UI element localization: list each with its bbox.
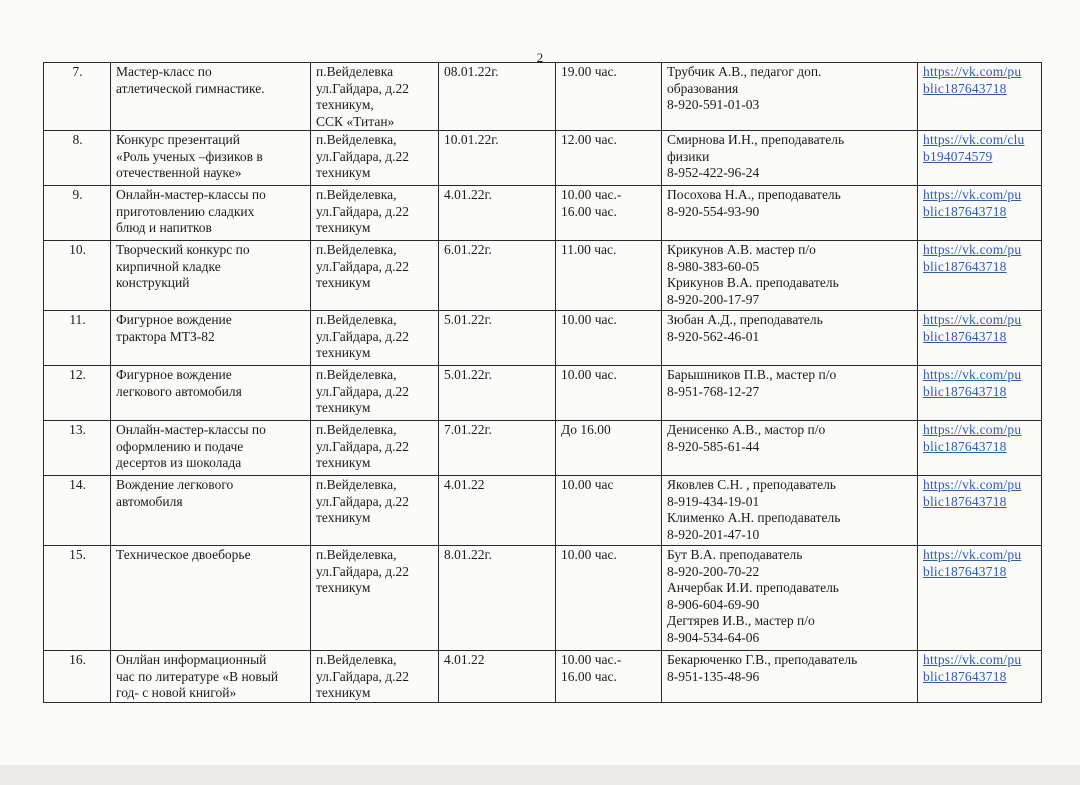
- date-cell: 4.01.22: [439, 651, 556, 703]
- date-cell: 8.01.22г.: [439, 546, 556, 651]
- row-number-cell: 10.: [44, 241, 111, 311]
- venue-cell-line: ул.Гайдара, д.22: [316, 438, 410, 454]
- event-name-cell-line: десертов из шоколада: [116, 455, 242, 470]
- responsible-cell: [662, 476, 918, 546]
- responsible-cell-line: Посохова Н.А., преподаватель: [667, 187, 841, 202]
- time-cell-line: 10.00 час.: [561, 312, 617, 327]
- vk-link-line[interactable]: blic187643718: [923, 493, 1007, 509]
- time-cell: [556, 131, 662, 186]
- date-cell: 7.01.22г.: [439, 421, 556, 476]
- responsible-cell-line: 8-906-604-69-90: [667, 596, 760, 612]
- venue-cell-line: техникум: [316, 685, 371, 700]
- venue-cell: [311, 241, 439, 311]
- event-name-cell-line: атлетической гимнастике.: [116, 80, 265, 96]
- table-row: [44, 476, 1042, 546]
- event-name-cell-line: Онлйан информационный: [116, 652, 267, 667]
- vk-link-line[interactable]: blic187643718: [923, 258, 1007, 274]
- responsible-cell-line: Бут В.А. преподаватель: [667, 547, 803, 562]
- venue-cell-line: п.Вейделевка,: [316, 477, 397, 492]
- venue-cell-line: техникум: [316, 165, 371, 180]
- time-cell: [556, 366, 662, 421]
- venue-cell-line: ул.Гайдара, д.22: [316, 203, 410, 219]
- venue-cell: [311, 63, 439, 131]
- responsible-cell-line: Барышников П.В., мастер п/о: [667, 367, 837, 382]
- responsible-cell-line: Трубчик А.В., педагог доп.: [667, 64, 822, 79]
- time-cell: [556, 476, 662, 546]
- row-number-cell: 8.: [44, 131, 111, 186]
- venue-cell-line: п.Вейделевка,: [316, 187, 397, 202]
- venue-cell-line: ул.Гайдара, д.22: [316, 328, 410, 344]
- vk-link-line[interactable]: https://vk.com/pu: [923, 64, 1022, 79]
- venue-cell: [311, 651, 439, 703]
- responsible-cell-line: Дегтярев И.В., мастер п/о: [667, 613, 815, 628]
- row-number-cell: 16.: [44, 651, 111, 703]
- venue-cell-line: п.Вейделевка,: [316, 242, 397, 257]
- time-cell-line: 12.00 час.: [561, 132, 617, 147]
- venue-cell-line: техникум: [316, 275, 371, 290]
- responsible-cell-line: 8-920-200-70-22: [667, 563, 760, 579]
- event-name-cell: [111, 131, 311, 186]
- responsible-cell-line: физики: [667, 148, 710, 164]
- venue-cell-line: п.Вейделевка,: [316, 132, 397, 147]
- time-cell: [556, 186, 662, 241]
- venue-cell-line: ул.Гайдара, д.22: [316, 383, 410, 399]
- venue-cell: [311, 366, 439, 421]
- venue-cell-line: ул.Гайдара, д.22: [316, 80, 410, 96]
- event-name-cell: [111, 651, 311, 703]
- venue-cell: [311, 186, 439, 241]
- event-name-cell: [111, 421, 311, 476]
- event-name-cell: [111, 546, 311, 651]
- event-name-cell: [111, 241, 311, 311]
- event-name-cell-line: приготовлению сладких: [116, 203, 255, 219]
- responsible-cell: [662, 131, 918, 186]
- venue-cell: [311, 476, 439, 546]
- time-cell-line: 10.00 час.: [561, 367, 617, 382]
- table-row: [44, 546, 1042, 651]
- date-cell: 6.01.22г.: [439, 241, 556, 311]
- time-cell-line: 19.00 час.: [561, 64, 617, 79]
- time-cell-line: 16.00 час.: [561, 203, 617, 219]
- venue-cell-line: техникум: [316, 510, 371, 525]
- responsible-cell-line: 8-920-562-46-01: [667, 328, 760, 344]
- responsible-cell-line: Бекарюченко Г.В., преподаватель: [667, 652, 858, 667]
- vk-link-line[interactable]: https://vk.com/pu: [923, 242, 1022, 257]
- vk-link-line[interactable]: b194074579: [923, 148, 993, 164]
- responsible-cell-line: 8-952-422-96-24: [667, 165, 760, 180]
- responsible-cell-line: 8-920-554-93-90: [667, 203, 760, 219]
- vk-link-line[interactable]: https://vk.com/pu: [923, 187, 1022, 202]
- time-cell: [556, 311, 662, 366]
- time-cell: [556, 546, 662, 651]
- vk-link-line[interactable]: https://vk.com/pu: [923, 422, 1022, 437]
- row-number-cell: 13.: [44, 421, 111, 476]
- vk-link[interactable]: [918, 476, 1042, 546]
- responsible-cell-line: 8-980-383-60-05: [667, 258, 760, 274]
- page-bottom-edge: [0, 765, 1080, 785]
- vk-link-line[interactable]: https://vk.com/pu: [923, 547, 1022, 562]
- event-name-cell-line: Творческий конкурс по: [116, 242, 250, 257]
- venue-cell-line: п.Вейделевка,: [316, 652, 397, 667]
- event-name-cell-line: Техническое двоеборье: [116, 547, 251, 562]
- vk-link-line[interactable]: https://vk.com/pu: [923, 477, 1022, 492]
- event-name-cell-line: год- с новой книгой»: [116, 685, 237, 700]
- event-name-cell-line: конструкций: [116, 275, 190, 290]
- responsible-cell-line: 8-920-591-01-03: [667, 97, 760, 112]
- responsible-cell: [662, 311, 918, 366]
- venue-cell-line: п.Вейделевка,: [316, 367, 397, 382]
- vk-link-line[interactable]: blic187643718: [923, 328, 1007, 344]
- venue-cell-line: ул.Гайдара, д.22: [316, 563, 410, 579]
- date-cell: 4.01.22г.: [439, 186, 556, 241]
- time-cell: [556, 63, 662, 131]
- vk-link-line[interactable]: blic187643718: [923, 383, 1007, 399]
- vk-link[interactable]: [918, 131, 1042, 186]
- time-cell: [556, 421, 662, 476]
- time-cell-line: 10.00 час.-: [561, 187, 622, 202]
- responsible-cell-line: Смирнова И.Н., преподаватель: [667, 132, 845, 147]
- venue-cell-line: техникум: [316, 580, 371, 595]
- row-number-cell: 15.: [44, 546, 111, 651]
- table-row: [44, 131, 1042, 186]
- venue-cell-line: п.Вейделевка,: [316, 312, 397, 327]
- venue-cell-line: ССК «Титан»: [316, 113, 395, 129]
- responsible-cell: [662, 366, 918, 421]
- event-name-cell: [111, 476, 311, 546]
- row-number-cell: 11.: [44, 311, 111, 366]
- responsible-cell-line: Яковлев С.Н. , преподаватель: [667, 477, 836, 492]
- time-cell-line: 11.00 час.: [561, 242, 617, 257]
- responsible-cell-line: 8-920-201-47-10: [667, 526, 760, 542]
- venue-cell-line: ул.Гайдара, д.22: [316, 258, 410, 274]
- row-number-cell: 9.: [44, 186, 111, 241]
- event-name-cell-line: «Роль ученых –физиков в: [116, 148, 263, 164]
- table-row: [44, 311, 1042, 366]
- event-name-cell: [111, 63, 311, 131]
- event-name-cell-line: час по литературе «В новый: [116, 668, 279, 684]
- venue-cell-line: техникум: [316, 220, 371, 235]
- venue-cell-line: ул.Гайдара, д.22: [316, 148, 410, 164]
- venue-cell-line: техникум: [316, 345, 371, 360]
- responsible-cell-line: Крикунов А.В. мастер п/о: [667, 242, 816, 257]
- page-number: 2: [536, 50, 544, 65]
- time-cell: [556, 651, 662, 703]
- events-table: [43, 62, 1042, 703]
- vk-link-line[interactable]: https://vk.com/pu: [923, 367, 1022, 382]
- responsible-cell-line: Зюбан А.Д., преподаватель: [667, 312, 823, 327]
- time-cell-line: 10.00 час.-: [561, 652, 622, 667]
- time-cell-line: 10.00 час: [561, 477, 614, 492]
- venue-cell-line: техникум: [316, 455, 371, 470]
- venue-cell-line: ул.Гайдара, д.22: [316, 668, 410, 684]
- venue-cell-line: техникум,: [316, 97, 374, 112]
- date-cell: 08.01.22г.: [439, 63, 556, 131]
- time-cell-line: 10.00 час.: [561, 547, 617, 562]
- responsible-cell: [662, 651, 918, 703]
- responsible-cell: [662, 421, 918, 476]
- responsible-cell: [662, 63, 918, 131]
- responsible-cell-line: 8-919-434-19-01: [667, 493, 760, 509]
- responsible-cell-line: образования: [667, 80, 739, 96]
- vk-link-line[interactable]: blic187643718: [923, 563, 1007, 579]
- venue-cell-line: п.Вейделевка,: [316, 422, 397, 437]
- vk-link-line[interactable]: https://vk.com/pu: [923, 652, 1022, 667]
- event-name-cell-line: оформлению и подаче: [116, 438, 244, 454]
- vk-link[interactable]: [918, 651, 1042, 703]
- event-name-cell: [111, 311, 311, 366]
- vk-link[interactable]: [918, 186, 1042, 241]
- row-number-cell: 14.: [44, 476, 111, 546]
- event-name-cell-line: Онлайн-мастер-классы по: [116, 187, 266, 202]
- vk-link[interactable]: [918, 421, 1042, 476]
- responsible-cell-line: Анчербак И.И. преподаватель: [667, 580, 839, 595]
- event-name-cell-line: Конкурс презентаций: [116, 132, 240, 147]
- table-row: [44, 366, 1042, 421]
- vk-link[interactable]: [918, 546, 1042, 651]
- table-row: [44, 63, 1042, 131]
- date-cell: 5.01.22г.: [439, 366, 556, 421]
- table-row: [44, 186, 1042, 241]
- event-name-cell-line: Мастер-класс по: [116, 64, 212, 79]
- event-name-cell-line: Вождение легкового: [116, 477, 234, 492]
- vk-link[interactable]: [918, 241, 1042, 311]
- responsible-cell-line: 8-951-768-12-27: [667, 383, 760, 399]
- time-cell-line: 16.00 час.: [561, 668, 617, 684]
- event-name-cell-line: Фигурное вождение: [116, 312, 232, 327]
- venue-cell: [311, 131, 439, 186]
- venue-cell-line: п.Вейделевка,: [316, 547, 397, 562]
- responsible-cell-line: Денисенко А.В., мастор п/о: [667, 422, 826, 437]
- responsible-cell: [662, 186, 918, 241]
- vk-link[interactable]: [918, 311, 1042, 366]
- vk-link-line[interactable]: blic187643718: [923, 438, 1007, 454]
- time-cell-line: До 16.00: [561, 422, 611, 437]
- responsible-cell-line: Крикунов В.А. преподаватель: [667, 275, 839, 290]
- responsible-cell: [662, 241, 918, 311]
- venue-cell: [311, 546, 439, 651]
- responsible-cell-line: 8-951-135-48-96: [667, 668, 760, 684]
- date-cell: 10.01.22г.: [439, 131, 556, 186]
- responsible-cell-line: Клименко А.Н. преподаватель: [667, 510, 841, 525]
- venue-cell: [311, 311, 439, 366]
- event-name-cell-line: кирпичной кладке: [116, 258, 221, 274]
- event-name-cell-line: Фигурное вождение: [116, 367, 232, 382]
- table-row: [44, 421, 1042, 476]
- vk-link[interactable]: [918, 63, 1042, 131]
- event-name-cell-line: трактора МТЗ-82: [116, 328, 215, 344]
- vk-link-line[interactable]: blic187643718: [923, 668, 1007, 684]
- row-number-cell: 7.: [44, 63, 111, 131]
- responsible-cell-line: 8-920-200-17-97: [667, 291, 760, 307]
- date-cell: 4.01.22: [439, 476, 556, 546]
- event-name-cell-line: блюд и напитков: [116, 220, 212, 235]
- responsible-cell-line: 8-920-585-61-44: [667, 438, 760, 454]
- event-name-cell-line: легкового автомобиля: [116, 383, 242, 399]
- event-name-cell: [111, 186, 311, 241]
- responsible-cell-line: 8-904-534-64-06: [667, 629, 760, 645]
- responsible-cell: [662, 546, 918, 651]
- venue-cell-line: ул.Гайдара, д.22: [316, 493, 410, 509]
- table-row: [44, 241, 1042, 311]
- row-number-cell: 12.: [44, 366, 111, 421]
- vk-link-line[interactable]: blic187643718: [923, 203, 1007, 219]
- vk-link[interactable]: [918, 366, 1042, 421]
- time-cell: [556, 241, 662, 311]
- event-name-cell-line: Онлайн-мастер-классы по: [116, 422, 266, 437]
- vk-link-line[interactable]: blic187643718: [923, 80, 1007, 96]
- venue-cell-line: техникум: [316, 400, 371, 415]
- event-name-cell-line: автомобиля: [116, 493, 183, 509]
- event-name-cell-line: отечественной науке»: [116, 165, 242, 180]
- event-name-cell: [111, 366, 311, 421]
- vk-link-line[interactable]: https://vk.com/clu: [923, 132, 1025, 147]
- table-row: [44, 651, 1042, 703]
- venue-cell: [311, 421, 439, 476]
- date-cell: 5.01.22г.: [439, 311, 556, 366]
- vk-link-line[interactable]: https://vk.com/pu: [923, 312, 1022, 327]
- venue-cell-line: п.Вейделевка: [316, 64, 394, 79]
